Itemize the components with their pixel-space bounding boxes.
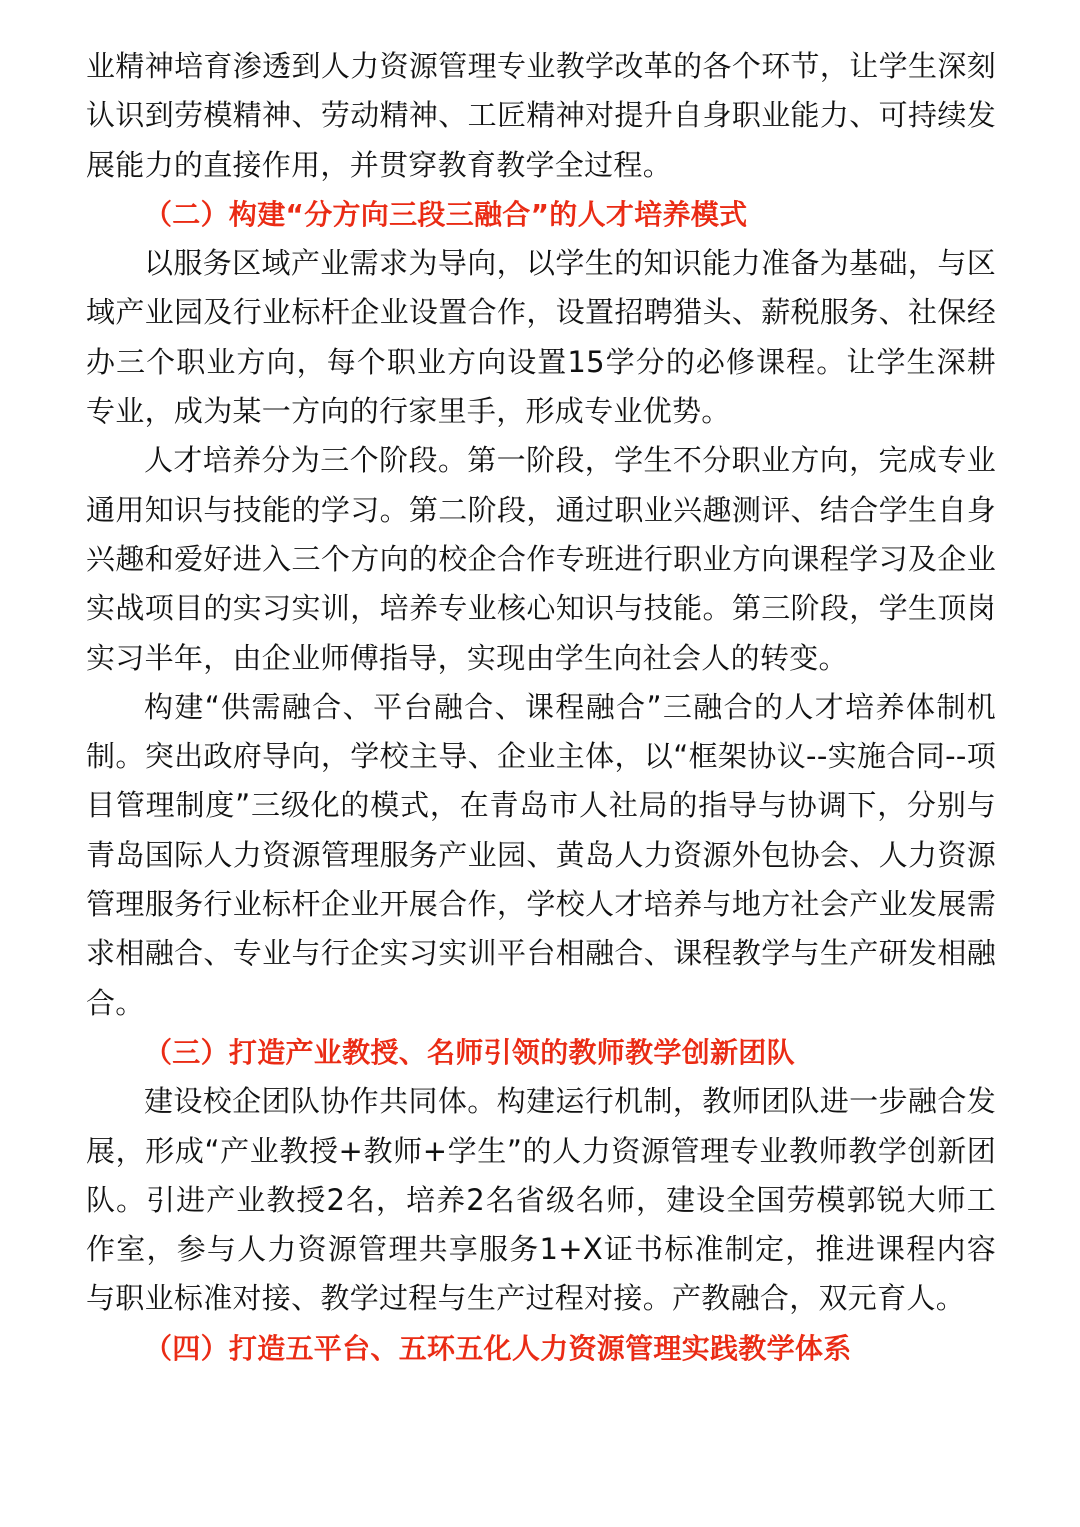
document-page: [86, 42, 996, 1373]
paragraph-continuation: 业精神培育渗透到人力资源管理专业教学改革的各个环节，让学生深刻认识到劳模精神、劳动精神、工匠精神对提升自身职业能力、可持续发展能力的直接作用，并贯穿教育教学全过程。: [86, 49, 996, 182]
paragraph-three-stages: 人才培养分为三个阶段。第一阶段，学生不分职业方向，完成专业通用知识与技能的学习。第二阶段，通过职业兴趣测评、结合学生自身兴趣和爱好进入三个方向的校企合作专班进行职业方向课程学习及企业实战项目的实习实训，培养专业核心知识与技能。第三阶段，学生顶岗实习半年，由企业师傅指导，实现由学生向社会人的转变。: [86, 443, 996, 675]
section-heading-2: （二）构建“分方向三段三融合”的人才培养模式: [144, 197, 748, 231]
paragraph-three-integrations: 构建“供需融合、平台融合、课程融合”三融合的人才培养体制机制。突出政府导向，学校主导、企业主体，以“框架协议--实施合同--项目管理制度”三级化的模式，在青岛市人社局的指导与协调下，分别与青岛国际人力资源管理服务产业园、黄岛人力资源外包协会、人力资源管理服务行业标杆企业开展合作，学校人才培养与地方社会产业发展需求相融合、专业与行企实习实训平台相融合、课程教学与生产研发相融合。: [86, 689, 996, 1020]
section-heading-4: （四）打造五平台、五环五化人力资源管理实践教学体系: [144, 1331, 852, 1365]
section-heading-3: （三）打造产业教授、名师引领的教师教学创新团队: [144, 1035, 795, 1069]
paragraph-teaching-team: 建设校企团队协作共同体。构建运行机制，教师团队进一步融合发展，形成“产业教授+教师+学生”的人力资源管理专业教师教学创新团队。引进产业教授2名，培养2名省级名师，建设全国劳模郭锐大师工作室，参与人力资源管理共享服务1+X证书标准制定，推进课程内容与职业标准对接、教学过程与生产过程对接。产教融合，双元育人。: [86, 1084, 996, 1316]
paragraph-orientation: 以服务区域产业需求为导向，以学生的知识能力准备为基础，与区域产业园及行业标杆企业设置合作，设置招聘猎头、薪税服务、社保经办三个职业方向，每个职业方向设置15学分的必修课程。让学生深耕专业，成为某一方向的行家里手，形成专业优势。: [86, 246, 996, 429]
